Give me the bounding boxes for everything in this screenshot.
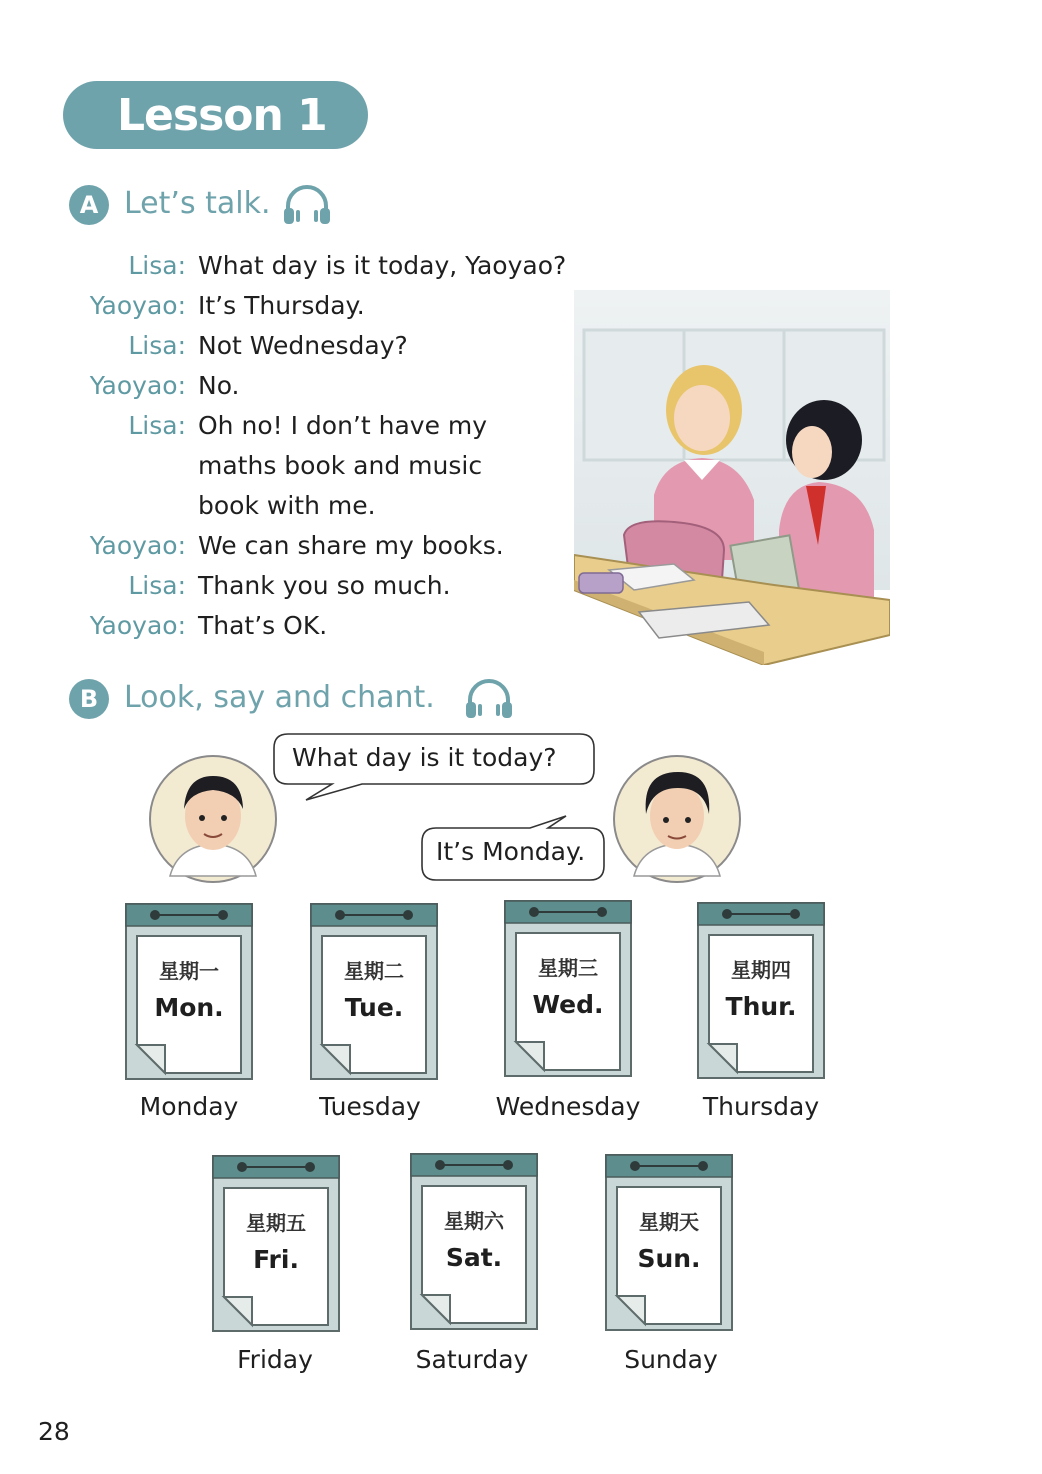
calendar-day-abbr: Thur.: [725, 992, 797, 1021]
calendar-chinese-day: 星期五: [246, 1211, 306, 1235]
day-name-label: Monday: [139, 1092, 239, 1121]
calendar-chinese-day: 星期天: [639, 1210, 699, 1234]
dialogue-line: book with me.: [198, 491, 376, 520]
day-name-label: Sunday: [624, 1345, 718, 1374]
speaker-label: Lisa:: [128, 571, 186, 600]
calendar-chinese-day: 星期三: [538, 956, 598, 980]
lesson-title: Lesson 1: [117, 90, 327, 141]
boy-avatar-left: [148, 754, 278, 884]
day-name-label: Friday: [237, 1345, 313, 1374]
headphones-icon[interactable]: [464, 678, 514, 720]
classroom-illustration: [574, 290, 890, 665]
calendar-day-abbr: Sat.: [445, 1243, 503, 1272]
day-name-label: Wednesday: [495, 1092, 641, 1121]
speaker-label: Yaoyao:: [89, 531, 186, 560]
dialogue-line: It’s Thursday.: [198, 291, 365, 320]
day-name-label: Saturday: [415, 1345, 529, 1374]
speaker-label: Lisa:: [128, 411, 186, 440]
calendar-day-abbr: Fri.: [253, 1245, 299, 1274]
speaker-label: Lisa:: [128, 251, 186, 280]
calendar-chinese-day: 星期一: [159, 959, 219, 983]
dialogue-line: Thank you so much.: [198, 571, 451, 600]
dialogue-line: Not Wednesday?: [198, 331, 408, 360]
bubble-answer-text: It’s Monday.: [436, 837, 586, 866]
calendar-chinese-day: 星期二: [344, 959, 404, 983]
dialogue-line: We can share my books.: [198, 531, 504, 560]
dialogue-line: maths book and music: [198, 451, 483, 480]
page-number: 28: [38, 1417, 70, 1446]
day-name-label: Tuesday: [319, 1092, 421, 1121]
calendar-chinese-day: 星期六: [444, 1209, 504, 1233]
dialogue-line: No.: [198, 371, 240, 400]
section-a-badge: A: [69, 185, 109, 225]
dialogue-line: That’s OK.: [198, 611, 328, 640]
boy-avatar-right: [612, 754, 742, 884]
speaker-label: Yaoyao:: [89, 291, 186, 320]
speaker-label: Lisa:: [128, 331, 186, 360]
section-a-title: Let’s talk.: [124, 186, 271, 221]
calendar-day-abbr: Wed.: [532, 990, 604, 1019]
dialogue: [0, 246, 600, 646]
calendar-day-abbr: Tue.: [344, 993, 404, 1022]
calendar-day-abbr: Sun.: [637, 1244, 701, 1273]
calendar-chinese-day: 星期四: [731, 958, 791, 982]
speaker-label: Yaoyao:: [89, 371, 186, 400]
bubble-question-text: What day is it today?: [292, 743, 557, 772]
dialogue-line: What day is it today, Yaoyao?: [198, 251, 567, 280]
section-b-title: Look, say and chant.: [124, 680, 435, 715]
headphones-icon[interactable]: [282, 184, 332, 226]
dialogue-line: Oh no! I don’t have my: [198, 411, 488, 440]
day-name-label: Thursday: [702, 1092, 820, 1121]
section-b-badge: B: [69, 679, 109, 719]
calendar-day-abbr: Mon.: [154, 993, 224, 1022]
speaker-label: Yaoyao:: [89, 611, 186, 640]
